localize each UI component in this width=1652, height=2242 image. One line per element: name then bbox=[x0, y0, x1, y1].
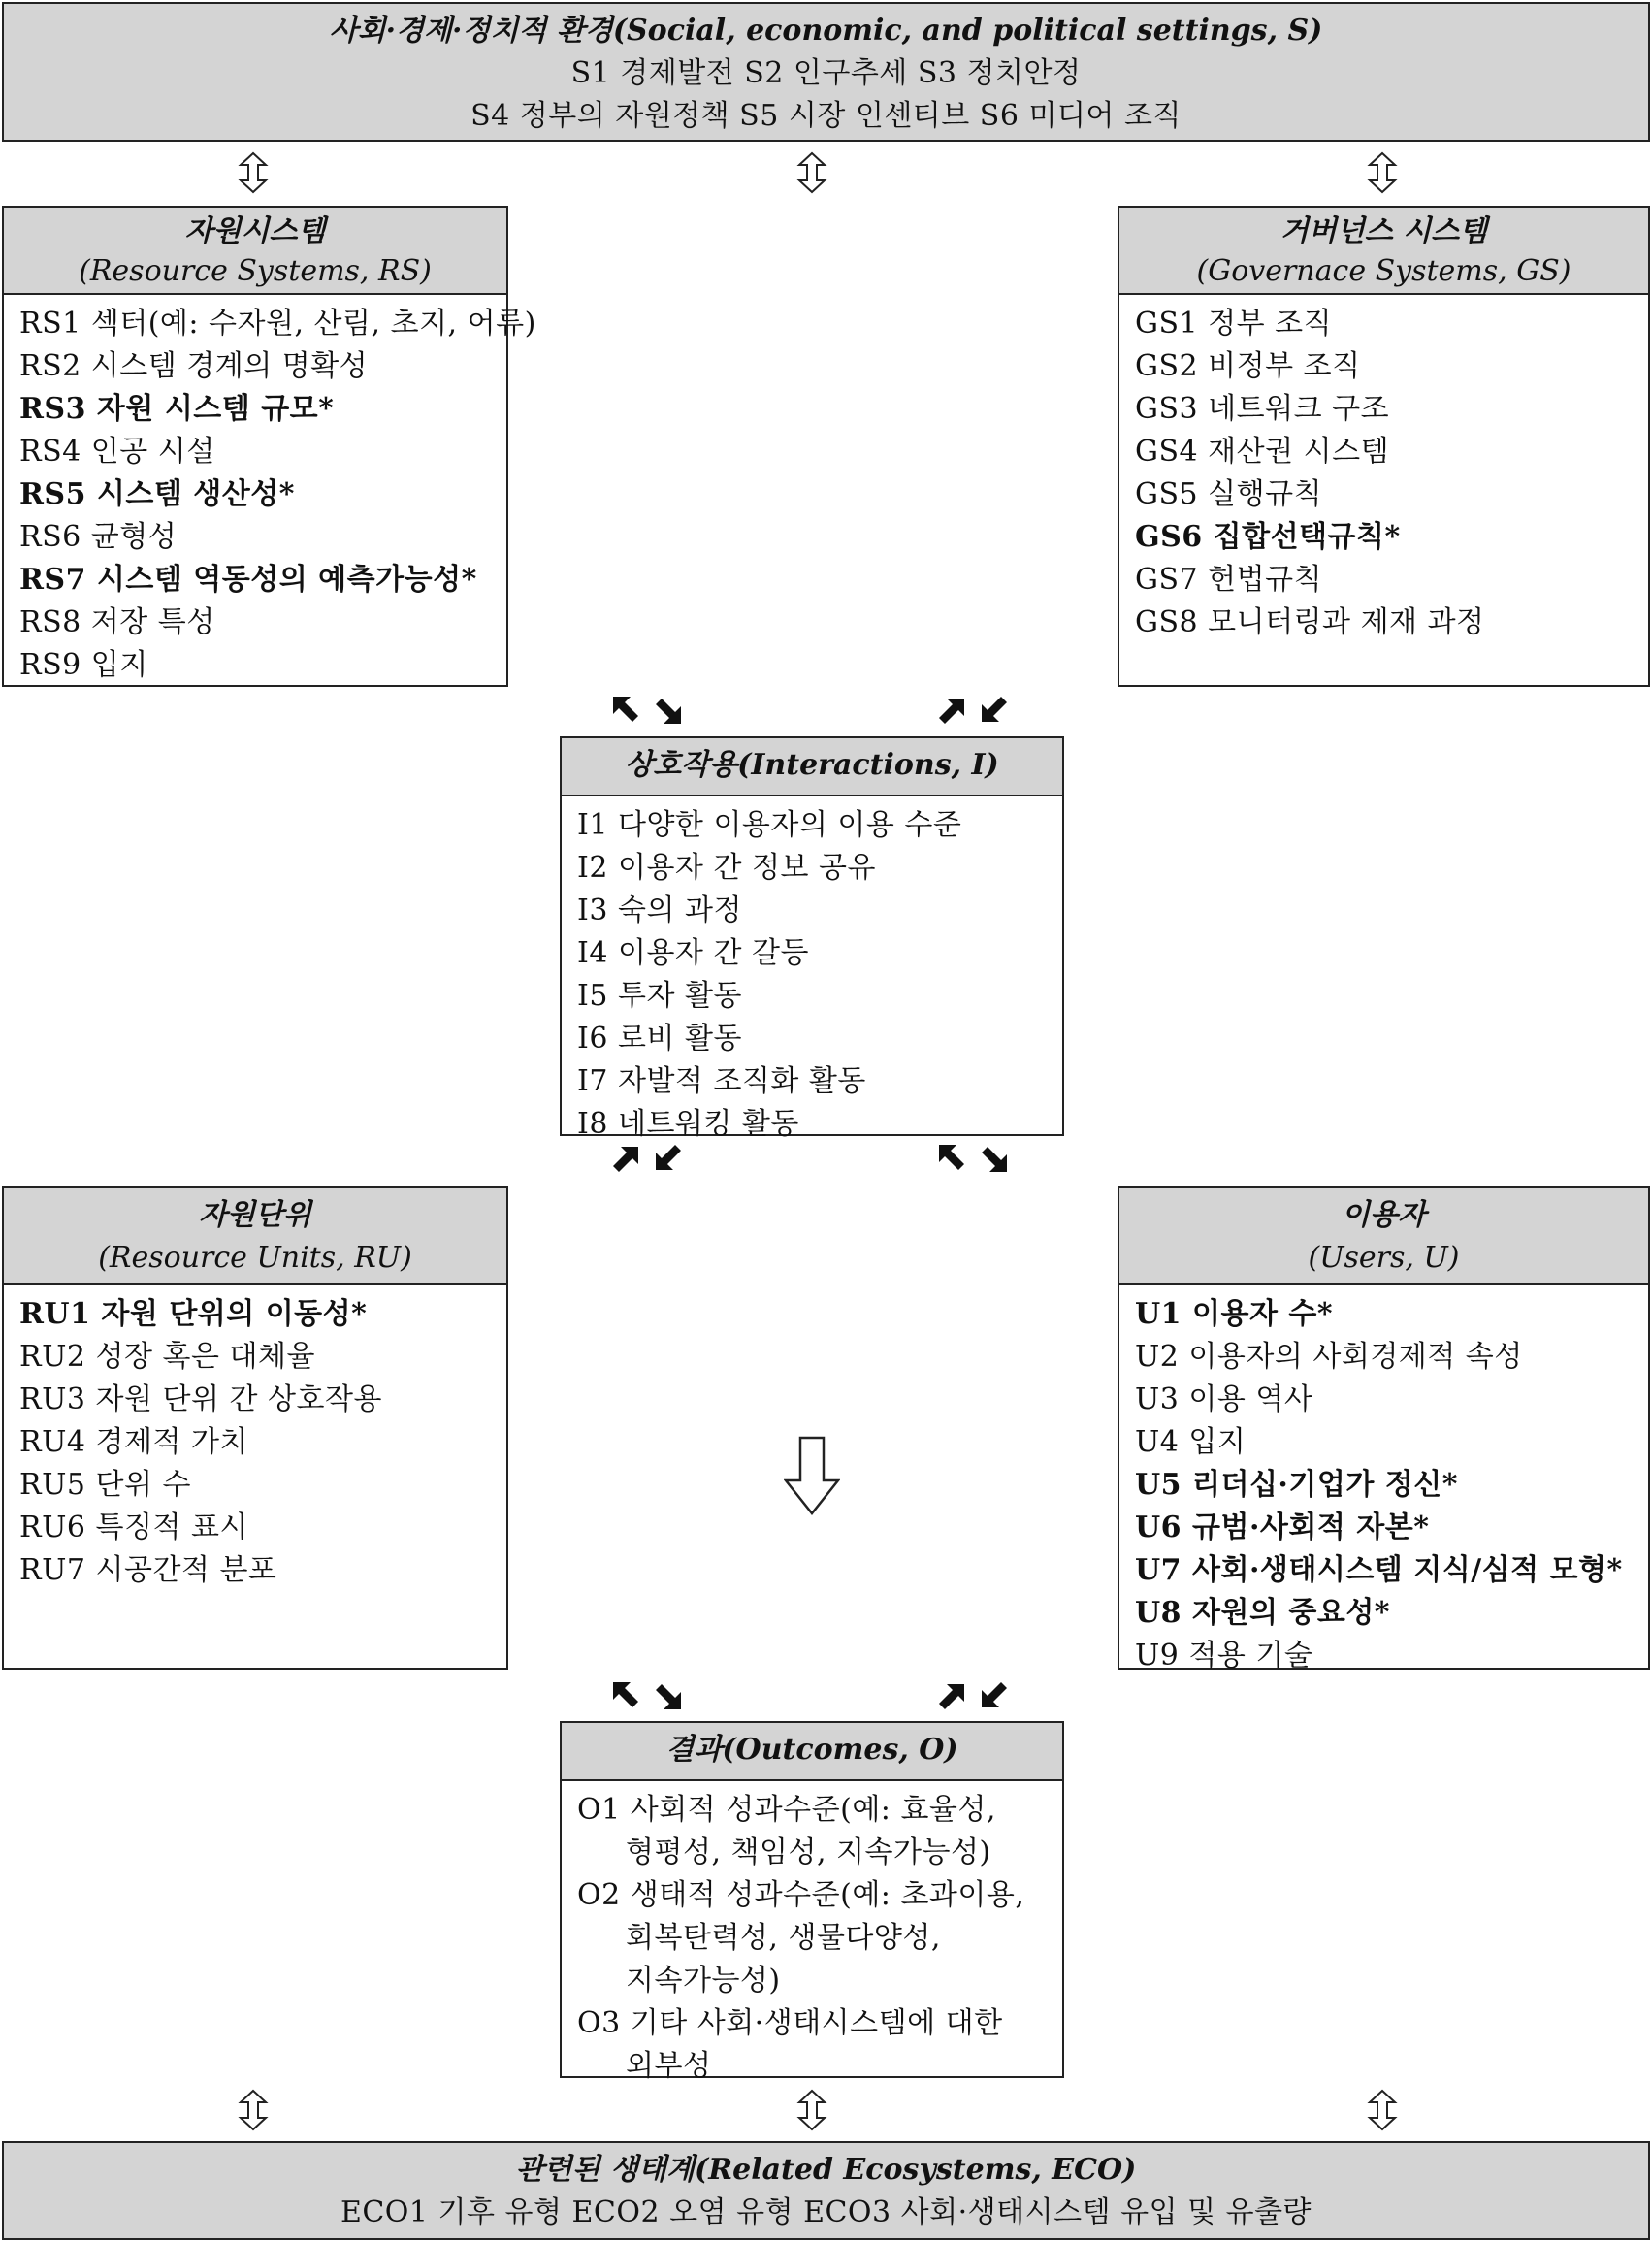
outcome-item: O2 생태적 성과수준(예: 초과이용, bbox=[577, 1878, 1025, 1912]
resource-units-box bbox=[2, 1186, 508, 1670]
governance-systems-box bbox=[1118, 206, 1650, 687]
resource-system-item: RS6 균형성 bbox=[19, 520, 178, 554]
resource-system-item: RS8 저장 특성 bbox=[19, 605, 215, 639]
governance-system-item: GS6 집합선택규칙* bbox=[1135, 520, 1401, 554]
diagonal-arrow-pair-icon bbox=[937, 1143, 1015, 1176]
resource-units-subtitle: (Resource Units, RU) bbox=[98, 1241, 412, 1275]
settings-box bbox=[2, 2, 1650, 142]
governance-system-item: GS8 모니터링과 제재 과정 bbox=[1135, 605, 1485, 639]
outcomes-title: 결과(Outcomes, O) bbox=[665, 1733, 958, 1767]
interaction-item: I5 투자 활동 bbox=[577, 979, 742, 1013]
resource-systems-header bbox=[4, 208, 506, 295]
governance-systems-list bbox=[1119, 295, 1648, 644]
resource-unit-item: RU3 자원 단위 간 상호작용 bbox=[19, 1382, 382, 1416]
governance-system-item: GS7 헌법규칙 bbox=[1135, 563, 1323, 597]
resource-system-item: RS3 자원 시스템 규모* bbox=[19, 392, 335, 426]
resource-system-item: RS5 시스템 생산성* bbox=[19, 477, 295, 511]
ecosystems-box bbox=[2, 2141, 1650, 2240]
interaction-item: I4 이용자 간 갈등 bbox=[577, 936, 809, 970]
users-box bbox=[1118, 1186, 1650, 1673]
user-item: U4 입지 bbox=[1135, 1425, 1247, 1459]
resource-unit-item: RU6 특징적 표시 bbox=[19, 1511, 248, 1544]
interaction-item: I1 다양한 이용자의 이용 수준 bbox=[577, 808, 962, 842]
up-down-double-arrow-icon bbox=[1366, 151, 1399, 194]
up-down-double-arrow-icon bbox=[237, 2089, 270, 2131]
interactions-title: 상호작용(Interactions, I) bbox=[625, 748, 999, 782]
outcome-item-cont: 형평성, 책임성, 지속가능성) bbox=[626, 1836, 991, 1869]
users-subtitle: (Users, U) bbox=[1308, 1241, 1460, 1275]
user-item: U3 이용 역사 bbox=[1135, 1382, 1313, 1416]
governance-system-item: GS2 비정부 조직 bbox=[1135, 349, 1361, 383]
interaction-item: I6 로비 활동 bbox=[577, 1022, 742, 1056]
resource-system-item: RS4 인공 시설 bbox=[19, 435, 215, 469]
resource-unit-item: RU5 단위 수 bbox=[19, 1468, 191, 1502]
settings-line-1: S1 경제발전 S2 인구추세 S3 정치안정 bbox=[570, 56, 1082, 90]
outcome-item: O3 기타 사회·생태시스템에 대한 bbox=[577, 2006, 1003, 2040]
user-item: U1 이용자 수* bbox=[1135, 1297, 1334, 1331]
interaction-item: I8 네트워킹 활동 bbox=[577, 1107, 799, 1141]
resource-unit-item: RU1 자원 단위의 이동성* bbox=[19, 1297, 368, 1331]
outcomes-box bbox=[560, 1721, 1064, 2083]
settings-title: 사회·경제·정치적 환경(Social, economic, and political settings, S) bbox=[329, 14, 1323, 48]
interactions-list bbox=[562, 796, 1062, 1146]
governance-systems-title: 거버넌스 시스템 bbox=[1279, 214, 1488, 248]
resource-unit-item: RU7 시공간적 분포 bbox=[19, 1553, 277, 1587]
resource-system-item: RS7 시스템 역동성의 예측가능성* bbox=[19, 563, 477, 597]
resource-units-list bbox=[4, 1285, 506, 1592]
outcome-item-cont: 회복탄력성, 생물다양성, bbox=[626, 1921, 941, 1955]
outcome-item: O1 사회적 성과수준(예: 효율성, bbox=[577, 1793, 996, 1827]
resource-systems-title: 자원시스템 bbox=[184, 214, 326, 248]
outcomes-header bbox=[562, 1723, 1062, 1781]
outcomes-list bbox=[562, 1781, 1062, 2088]
resource-system-item: RS1 섹터(예: 수자원, 산림, 초지, 어류) bbox=[19, 307, 536, 341]
users-header bbox=[1119, 1188, 1648, 1285]
up-down-double-arrow-icon bbox=[795, 2089, 828, 2131]
diagonal-arrow-pair-icon bbox=[937, 1680, 1015, 1713]
resource-system-item: RS2 시스템 경계의 명확성 bbox=[19, 349, 369, 383]
resource-systems-subtitle: (Resource Systems, RS) bbox=[79, 254, 432, 288]
resource-systems-list bbox=[4, 295, 536, 687]
up-down-double-arrow-icon bbox=[1366, 2089, 1399, 2131]
interaction-item: I7 자발적 조직화 활동 bbox=[577, 1064, 866, 1098]
settings-line-2: S4 정부의 자원정책 S5 시장 인센티브 S6 미디어 조직 bbox=[470, 99, 1182, 133]
ecosystems-line-1: ECO1 기후 유형 ECO2 오염 유형 ECO3 사회·생태시스템 유입 및 유출량 bbox=[340, 2195, 1312, 2229]
governance-system-item: GS1 정부 조직 bbox=[1135, 307, 1333, 341]
diagonal-arrow-pair-icon bbox=[611, 1680, 689, 1713]
resource-units-header bbox=[4, 1188, 506, 1285]
up-down-double-arrow-icon bbox=[237, 151, 270, 194]
diagonal-arrow-pair-icon bbox=[611, 695, 689, 728]
user-item: U9 적용 기술 bbox=[1135, 1639, 1313, 1673]
user-item: U2 이용자의 사회경제적 속성 bbox=[1135, 1340, 1523, 1374]
governance-system-item: GS4 재산권 시스템 bbox=[1135, 435, 1390, 469]
diagonal-arrow-pair-icon bbox=[937, 695, 1015, 728]
governance-systems-subtitle: (Governace Systems, GS) bbox=[1196, 254, 1571, 288]
governance-system-item: GS5 실행규칙 bbox=[1135, 477, 1323, 511]
interactions-box bbox=[560, 736, 1064, 1141]
up-down-double-arrow-icon bbox=[795, 151, 828, 194]
user-item: U5 리더십·기업가 정신* bbox=[1135, 1468, 1458, 1502]
governance-systems-header bbox=[1119, 208, 1648, 295]
governance-system-item: GS3 네트워크 구조 bbox=[1135, 392, 1390, 426]
interaction-item: I3 숙의 과정 bbox=[577, 894, 742, 927]
users-list bbox=[1119, 1285, 1648, 1677]
user-item: U6 규범·사회적 자본* bbox=[1135, 1511, 1430, 1544]
outcome-item-cont: 외부성 bbox=[626, 2049, 712, 2083]
ecosystems-title: 관련된 생태계(Related Ecosystems, ECO) bbox=[515, 2153, 1137, 2187]
user-item: U7 사회·생태시스템 지식/심적 모형* bbox=[1135, 1553, 1623, 1587]
user-item: U8 자원의 중요성* bbox=[1135, 1596, 1390, 1630]
resource-systems-box bbox=[2, 206, 536, 687]
resource-unit-item: RU4 경제적 가치 bbox=[19, 1425, 248, 1459]
resource-unit-item: RU2 성장 혹은 대체율 bbox=[19, 1340, 315, 1374]
interactions-header bbox=[562, 738, 1062, 796]
resource-system-item: RS9 입지 bbox=[19, 648, 148, 682]
diagonal-arrow-pair-icon bbox=[611, 1143, 689, 1176]
users-title: 이용자 bbox=[1342, 1198, 1426, 1232]
outcome-item-cont: 지속가능성) bbox=[626, 1964, 781, 1998]
interaction-item: I2 이용자 간 정보 공유 bbox=[577, 851, 876, 885]
resource-units-title: 자원단위 bbox=[199, 1198, 311, 1232]
down-hollow-arrow-icon bbox=[784, 1436, 840, 1515]
